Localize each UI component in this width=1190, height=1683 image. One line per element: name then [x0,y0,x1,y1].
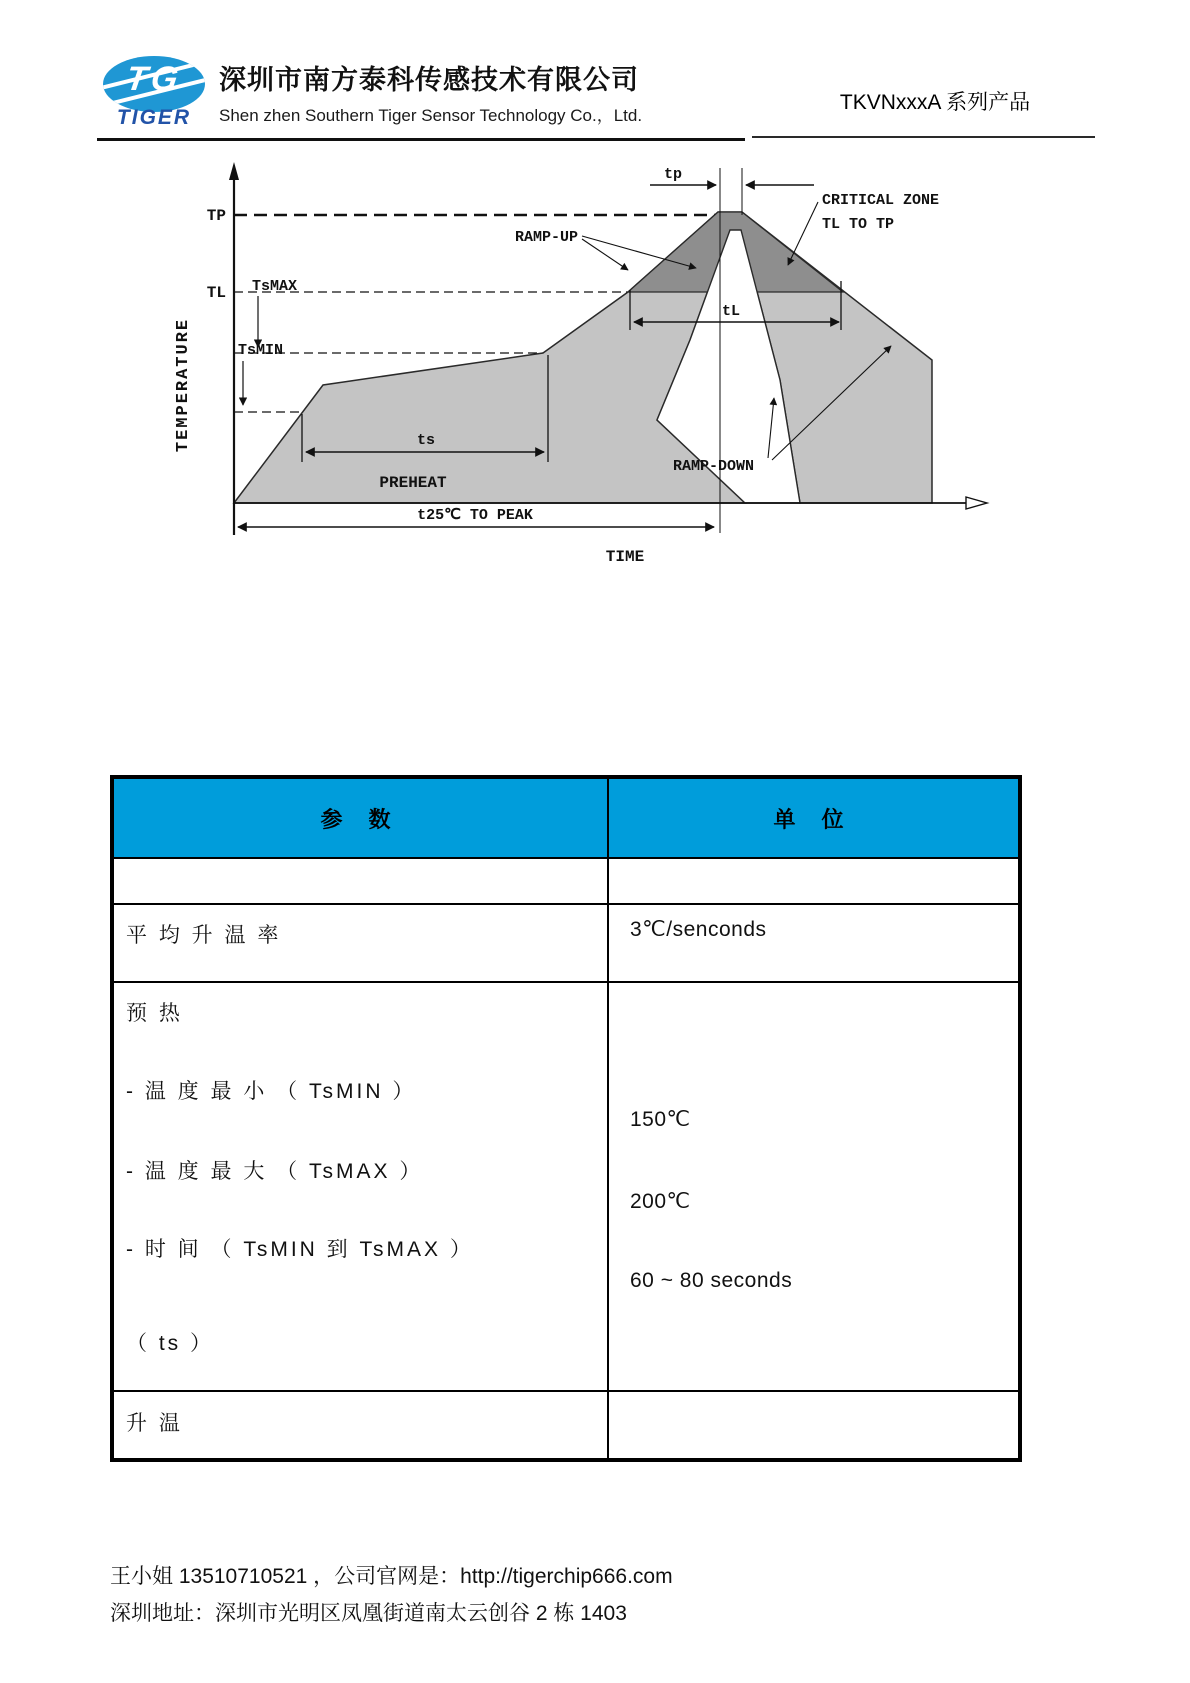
x-axis-label: TIME [605,548,645,566]
y-axis-arrow-icon [229,162,239,180]
tl-dim-label: tL [721,303,741,320]
tp-dim-label: tp [663,166,683,183]
column-header-unit: 单 位 [773,807,854,832]
preheat-label: PREHEAT [379,474,447,492]
column-divider [607,779,609,1458]
param-rise: 升 温 [126,1412,183,1435]
param-tsmax: - 温 度 最 大 （ TsMAX ） [126,1160,424,1183]
critical-zone-label-1: CRITICAL ZONE [822,192,940,209]
tl-level-label: TL [206,284,226,302]
value-tsmax: 200℃ [630,1190,691,1213]
logo-tg-text: TG [123,60,185,98]
row-divider [114,1390,1018,1392]
header-rule-right [752,136,1095,138]
value-tsmin: 150℃ [630,1108,691,1131]
footer-address-line: 深圳地址：深圳市光明区凤凰街道南太云创谷 2 栋 1403 [110,1602,627,1625]
column-header-parameter: 参 数 [320,807,401,832]
value-ramp-rate: 3℃/senconds [630,918,767,941]
tsmin-level-label: TsMIN [238,342,284,359]
param-tsmin: - 温 度 最 小 （ TsMIN ） [126,1080,417,1103]
product-series-title: TKVNxxxA 系列产品 [839,91,1031,114]
ramp-down-label: RAMP-DOWN [673,458,755,475]
ramp-up-leader-1 [582,239,628,270]
logo-tiger-text: TIGER [116,106,192,129]
critical-zone-label-2: TL TO TP [822,216,895,233]
y-axis-label: TEMPERATURE [174,317,193,453]
t25-label: t25℃ TO PEAK [417,507,533,524]
tsmax-level-label: TsMAX [252,278,298,295]
param-time-tsmin-tsmax: - 时 间 （ TsMIN 到 TsMAX ） [126,1238,474,1261]
company-name-cn: 深圳市南方泰科传感技术有限公司 [219,65,639,95]
ramp-up-label: RAMP-UP [514,229,578,246]
row-divider [114,981,1018,983]
tiger-logo-icon [103,56,205,112]
parameter-table [110,775,1022,1462]
row-divider [114,903,1018,905]
profile-band-shape [234,212,932,503]
value-time: 60 ~ 80 seconds [630,1269,793,1292]
company-name-en: Shen zhen Southern Tiger Sensor Technology Co.，Ltd. [219,106,643,125]
critical-zone-leader [788,202,818,265]
tp-level-label: TP [206,207,226,225]
x-axis-arrow-icon [966,497,987,509]
param-preheat: 预 热 [126,1002,183,1025]
reflow-profile-diagram [130,140,1030,580]
footer-contact-line: 王小姐 13510710521 ，公司官网是：http://tigerchip666.com [110,1565,673,1588]
param-ts: （ ts ） [126,1332,215,1355]
ts-dim-label: ts [416,432,436,449]
param-ramp-rate: 平 均 升 温 率 [126,924,282,947]
